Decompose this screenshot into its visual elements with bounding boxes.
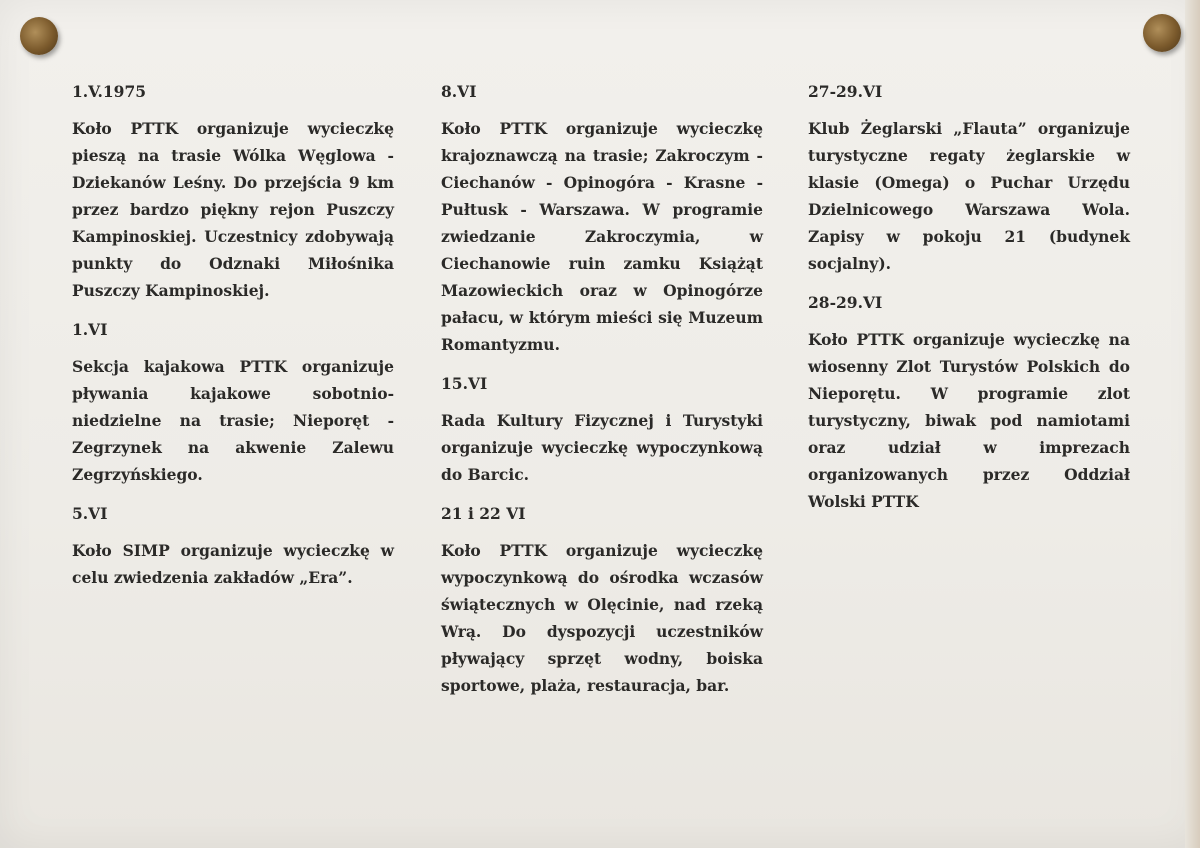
event-date: 8.VI — [441, 82, 477, 101]
event-entry — [441, 500, 763, 699]
event-entry — [72, 500, 394, 591]
event-entry — [808, 289, 1130, 515]
column-2 — [441, 78, 763, 711]
event-entry — [441, 78, 763, 358]
event-entry — [441, 370, 763, 488]
event-entry — [808, 78, 1130, 277]
event-date: 1.V.1975 — [72, 82, 147, 101]
event-description: Koło PTTK organizuje wycieczkę na wiosenny Zlot Turystów Polskich do Nieporętu. W programie zlot turystyczny, biwak pod namiotami oraz udział w imprezach organizowanych przez Oddział Wolski PTTK — [808, 330, 1130, 511]
event-date: 21 i 22 VI — [441, 504, 526, 523]
column-3 — [808, 78, 1130, 527]
event-entry — [72, 316, 394, 488]
wall-background — [1185, 0, 1200, 848]
event-description: Koło SIMP organizuje wycieczkę w celu zwiedzenia zakładów „Era”. — [72, 541, 394, 587]
event-date: 1.VI — [72, 320, 108, 339]
event-entry — [72, 78, 394, 304]
column-1 — [72, 78, 394, 603]
event-date: 28-29.VI — [808, 293, 883, 312]
event-date: 5.VI — [72, 504, 108, 523]
event-description: Koło PTTK organizuje wycieczkę pieszą na trasie Wólka Węglowa - Dziekanów Leśny. Do przejścia 9 km przez bardzo piękny rejon Puszczy Kampinoskiej. Uczestnicy zdobywają punkty do Odznaki Miłośnika Puszczy Kampinoskiej. — [72, 119, 394, 300]
event-description: Koło PTTK organizuje wycieczkę wypoczynkową do ośrodka wczasów świątecznych w Olęcinie, nad rzeką Wrą. Do dyspozycji uczestników pływający sprzęt wodny, boiska sportowe, plaża, restauracja, bar. — [441, 541, 763, 695]
event-description: Sekcja kajakowa PTTK organizuje pływania kajakowe sobotnio-niedzielne na trasie; Nieporęt - Zegrzynek na akwenie Zalewu Zegrzyńskiego. — [72, 357, 394, 484]
pin-icon — [20, 17, 58, 55]
event-description: Koło PTTK organizuje wycieczkę krajoznawczą na trasie; Zakroczym - Ciechanów - Opinogóra - Krasne - Pułtusk - Warszawa. W programie zwiedzanie Zakroczymia, w Ciechanowie ruin zamku Książąt Mazowieckich oraz w Opinogórze pałacu, w którym mieści się Muzeum Romantyzmu. — [441, 119, 763, 354]
pin-icon — [1143, 14, 1181, 52]
event-description: Rada Kultury Fizycznej i Turystyki organizuje wycieczkę wypoczynkową do Barcic. — [441, 411, 763, 484]
event-date: 15.VI — [441, 374, 488, 393]
event-date: 27-29.VI — [808, 82, 883, 101]
event-description: Klub Żeglarski „Flauta” organizuje turystyczne regaty żeglarskie w klasie (Omega) o Puchar Urzędu Dzielnicowego Warszawa Wola. Zapisy w pokoju 21 (budynek socjalny). — [808, 119, 1130, 273]
